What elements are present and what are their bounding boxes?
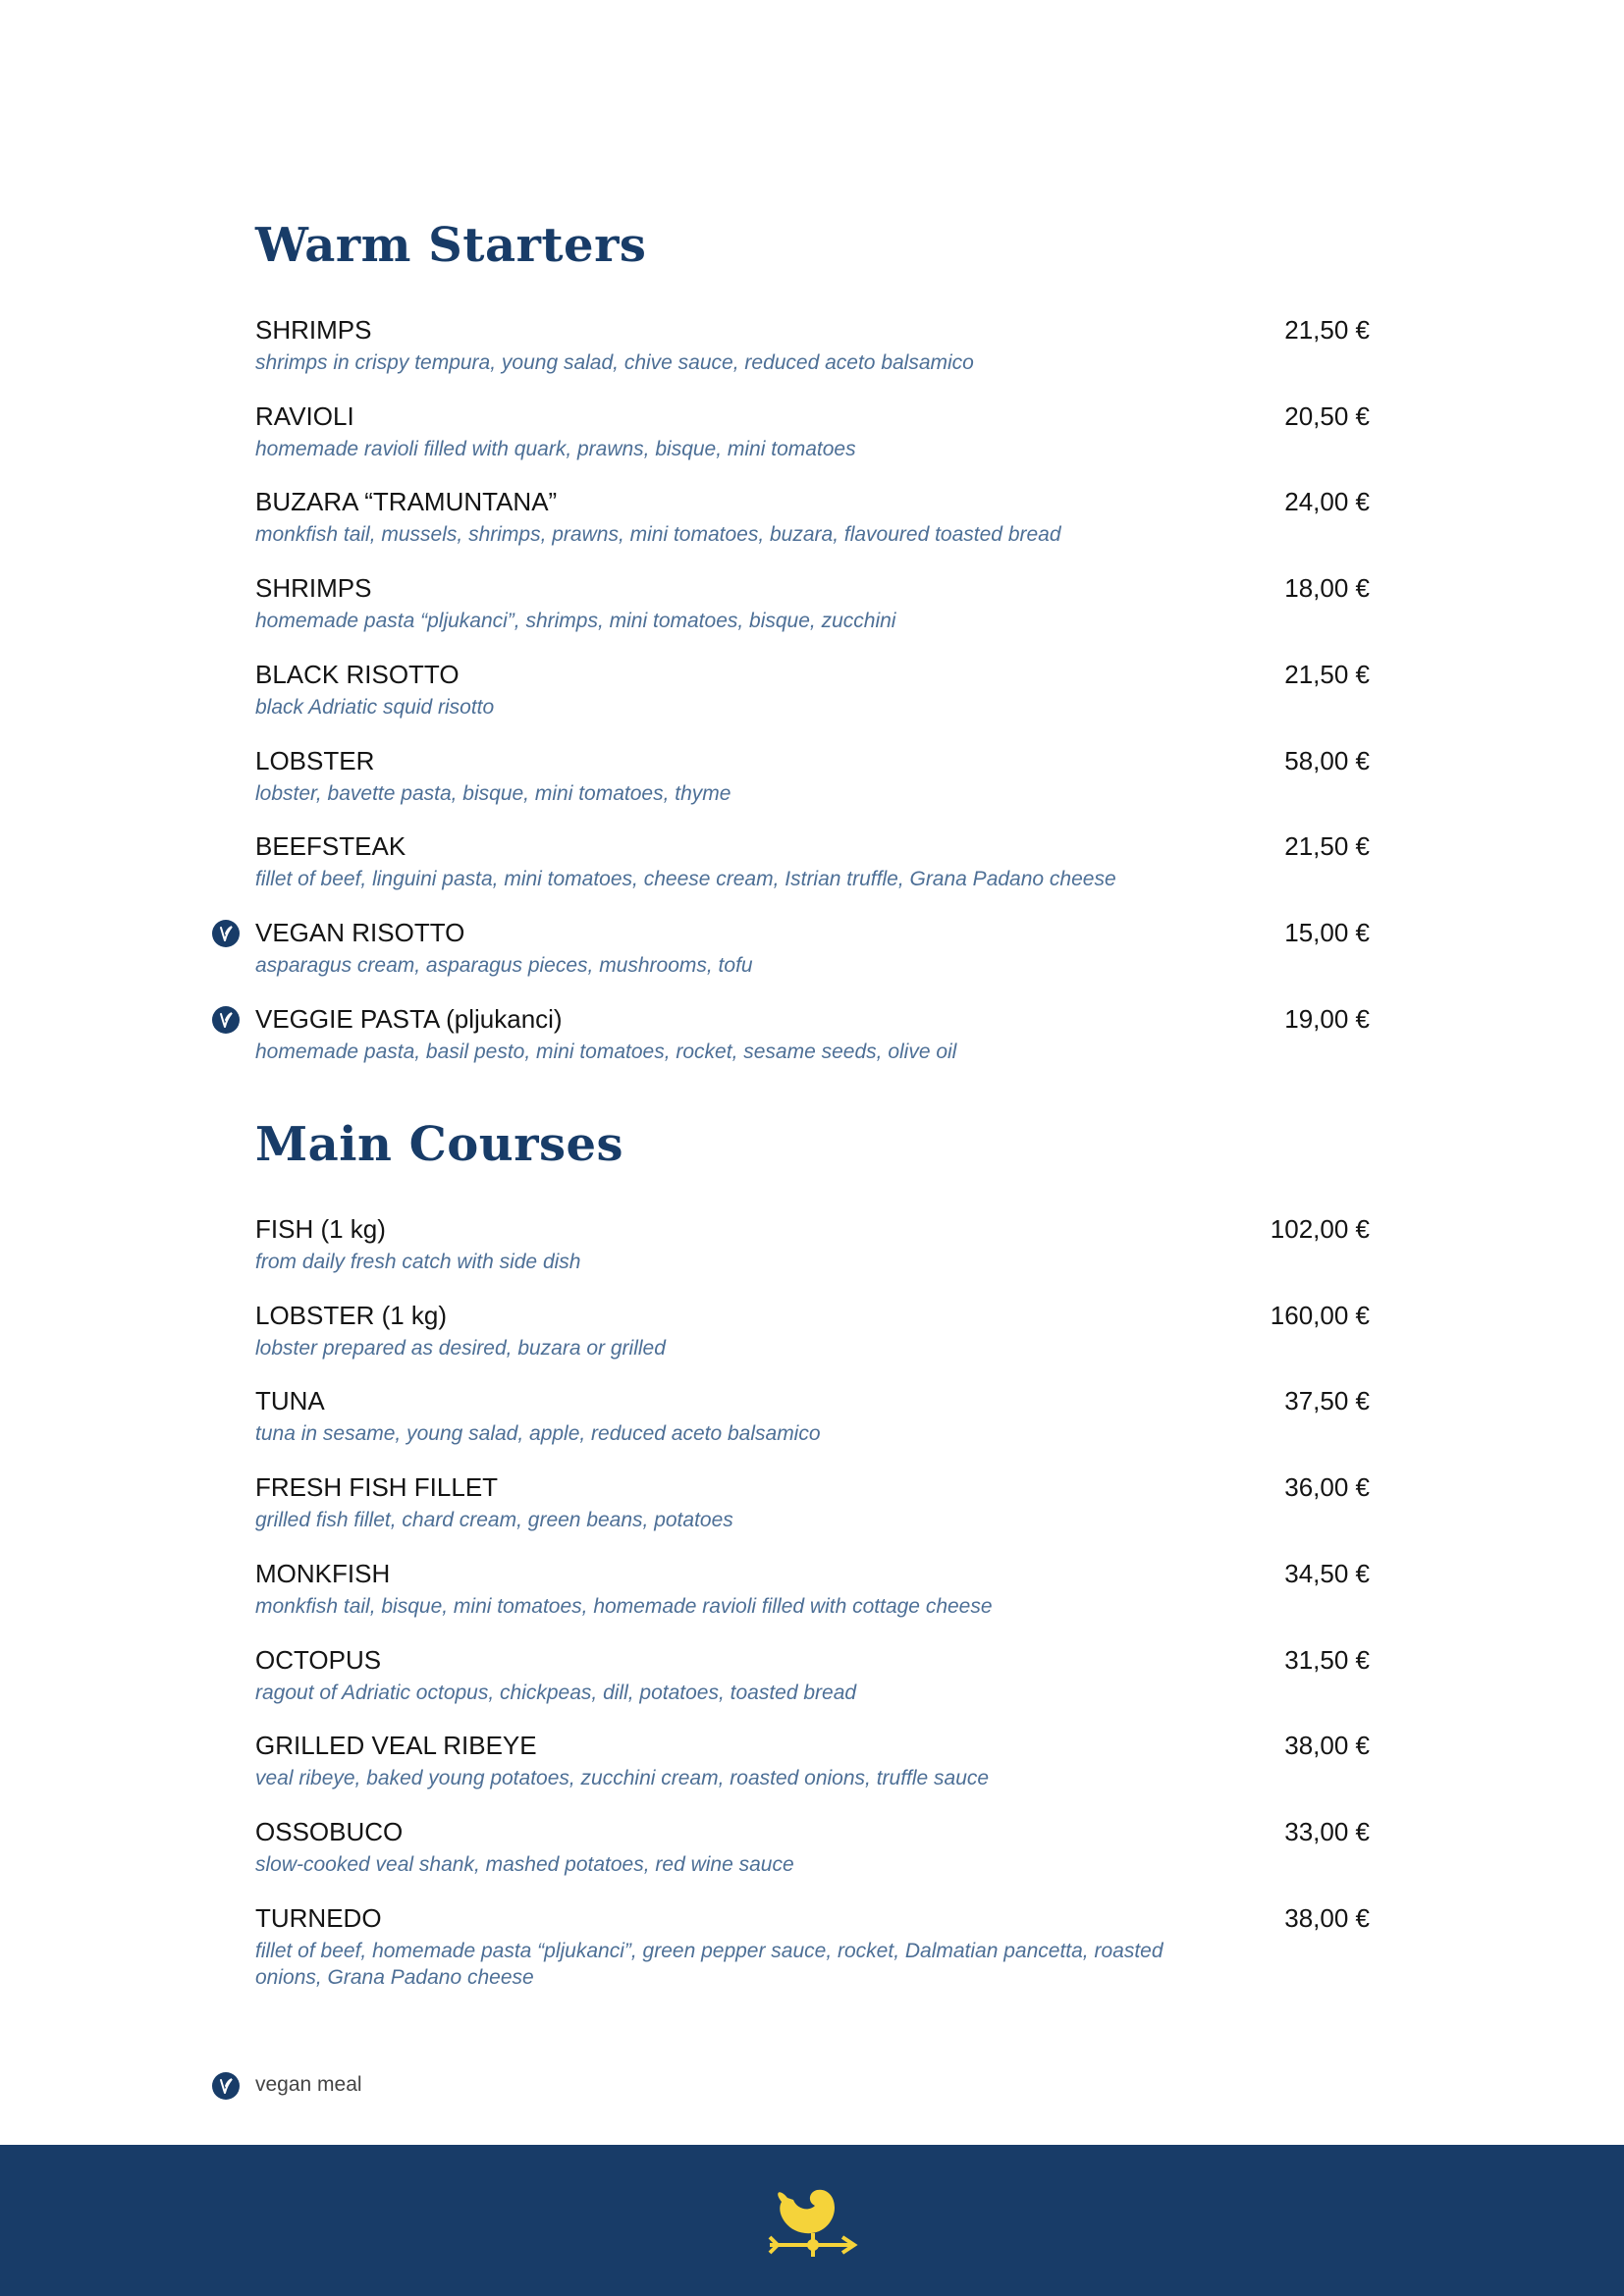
menu-item-fish-1-kg — [255, 1214, 1370, 1293]
item-price: 18,00 € — [1284, 573, 1370, 604]
item-description: homemade pasta, basil pesto, mini tomatoes, rocket, sesame seeds, olive oil — [255, 1040, 957, 1063]
item-price: 34,50 € — [1284, 1558, 1370, 1588]
item-price: 15,00 € — [1284, 917, 1370, 947]
legend-label: vegan meal — [255, 2073, 362, 2096]
menu-item-octopus — [255, 1645, 1370, 1724]
item-price: 19,00 € — [1284, 1003, 1370, 1034]
item-description: black Adriatic squid risotto — [255, 695, 495, 719]
item-name: RAVIOLI — [255, 400, 354, 431]
item-description: homemade pasta “pljukanci”, shrimps, mini tomatoes, bisque, zucchini — [255, 610, 896, 633]
item-name: SHRIMPS — [255, 315, 372, 345]
menu-item-buzara-tramuntana — [255, 487, 1370, 565]
item-description: asparagus cream, asparagus pieces, mushrooms, tofu — [255, 953, 753, 977]
item-price: 31,50 € — [1284, 1644, 1370, 1675]
menu-item-fresh-fish-fillet — [255, 1472, 1370, 1551]
menu-item-grilled-veal-ribeye — [255, 1731, 1370, 1809]
item-description: fillet of beef, homemade pasta “pljukanci”, green pepper sauce, rocket, Dalmatian pancetta, roasted onions, Grana Padano cheese — [255, 1939, 1164, 1989]
item-description: monkfish tail, bisque, mini tomatoes, homemade ravioli filled with cottage cheese — [255, 1594, 993, 1618]
weathervane-bird-logo-icon — [766, 2178, 860, 2273]
warm-starters-title: Warm Starters — [255, 218, 647, 273]
menu-item-lobster — [255, 746, 1370, 825]
menu-item-monkfish — [255, 1559, 1370, 1637]
vegan-leaf-icon — [212, 1006, 240, 1034]
item-name: SHRIMPS — [255, 573, 372, 604]
menu-item-shrimps — [255, 315, 1370, 394]
item-name: OCTOPUS — [255, 1644, 382, 1675]
item-description: slow-cooked veal shank, mashed potatoes, red wine sauce — [255, 1852, 794, 1876]
item-name: LOBSTER (1 kg) — [255, 1300, 448, 1330]
item-price: 58,00 € — [1284, 745, 1370, 775]
item-description: lobster prepared as desired, buzara or grilled — [255, 1336, 666, 1360]
vegan-leaf-icon — [212, 920, 240, 947]
item-price: 36,00 € — [1284, 1472, 1370, 1503]
item-name: LOBSTER — [255, 745, 375, 775]
item-price: 24,00 € — [1284, 487, 1370, 517]
vegan-leaf-icon — [212, 2072, 240, 2100]
item-description: fillet of beef, linguini pasta, mini tomatoes, cheese cream, Istrian truffle, Grana Padano cheese — [255, 868, 1116, 891]
main-courses-title: Main Courses — [255, 1117, 624, 1172]
item-name: BLACK RISOTTO — [255, 659, 460, 689]
menu-item-ossobuco — [255, 1817, 1370, 1896]
item-price: 21,50 € — [1284, 315, 1370, 345]
item-name: TURNEDO — [255, 1902, 382, 1933]
menu-item-vegan-risotto — [255, 918, 1370, 996]
menu-item-ravioli — [255, 401, 1370, 480]
item-description: grilled fish fillet, chard cream, green beans, potatoes — [255, 1509, 733, 1532]
item-price: 38,00 € — [1284, 1731, 1370, 1761]
item-price: 20,50 € — [1284, 400, 1370, 431]
footer-bar — [0, 2145, 1624, 2296]
item-price: 33,00 € — [1284, 1816, 1370, 1846]
item-description: lobster, bavette pasta, bisque, mini tomatoes, thyme — [255, 781, 731, 805]
menu-item-beefsteak — [255, 831, 1370, 910]
item-description: ragout of Adriatic octopus, chickpeas, dill, potatoes, toasted bread — [255, 1681, 857, 1704]
item-name: OSSOBUCO — [255, 1816, 404, 1846]
menu-item-lobster-1-kg — [255, 1301, 1370, 1379]
item-price: 102,00 € — [1270, 1214, 1370, 1244]
item-description: shrimps in crispy tempura, young salad, chive sauce, reduced aceto balsamico — [255, 351, 974, 374]
item-description: from daily fresh catch with side dish — [255, 1251, 581, 1273]
item-name: VEGGIE PASTA (pljukanci) — [255, 1003, 563, 1034]
item-price: 160,00 € — [1270, 1300, 1370, 1330]
item-name: FISH (1 kg) — [255, 1214, 386, 1244]
item-name: FRESH FISH FILLET — [255, 1472, 499, 1503]
item-price: 37,50 € — [1284, 1386, 1370, 1416]
item-name: GRILLED VEAL RIBEYE — [255, 1731, 537, 1761]
item-name: BEEFSTEAK — [255, 831, 406, 862]
item-description: tuna in sesame, young salad, apple, reduced aceto balsamico — [255, 1422, 821, 1446]
menu-item-tuna — [255, 1386, 1370, 1465]
item-description: monkfish tail, mussels, shrimps, prawns, mini tomatoes, buzara, flavoured toasted bread — [255, 523, 1061, 547]
item-price: 21,50 € — [1284, 659, 1370, 689]
item-name: BUZARA “TRAMUNTANA” — [255, 487, 558, 517]
item-price: 38,00 € — [1284, 1902, 1370, 1933]
menu-item-black-risotto — [255, 660, 1370, 738]
item-name: VEGAN RISOTTO — [255, 917, 465, 947]
item-name: MONKFISH — [255, 1558, 391, 1588]
menu-item-turnedo — [255, 1902, 1370, 1989]
item-price: 21,50 € — [1284, 831, 1370, 862]
menu-item-shrimps — [255, 573, 1370, 652]
item-description: homemade ravioli filled with quark, prawns, bisque, mini tomatoes — [255, 437, 856, 460]
menu-item-veggie-pasta-pljukanci — [255, 1004, 1370, 1083]
item-name: TUNA — [255, 1386, 325, 1416]
item-description: veal ribeye, baked young potatoes, zucchini cream, roasted onions, truffle sauce — [255, 1767, 990, 1790]
